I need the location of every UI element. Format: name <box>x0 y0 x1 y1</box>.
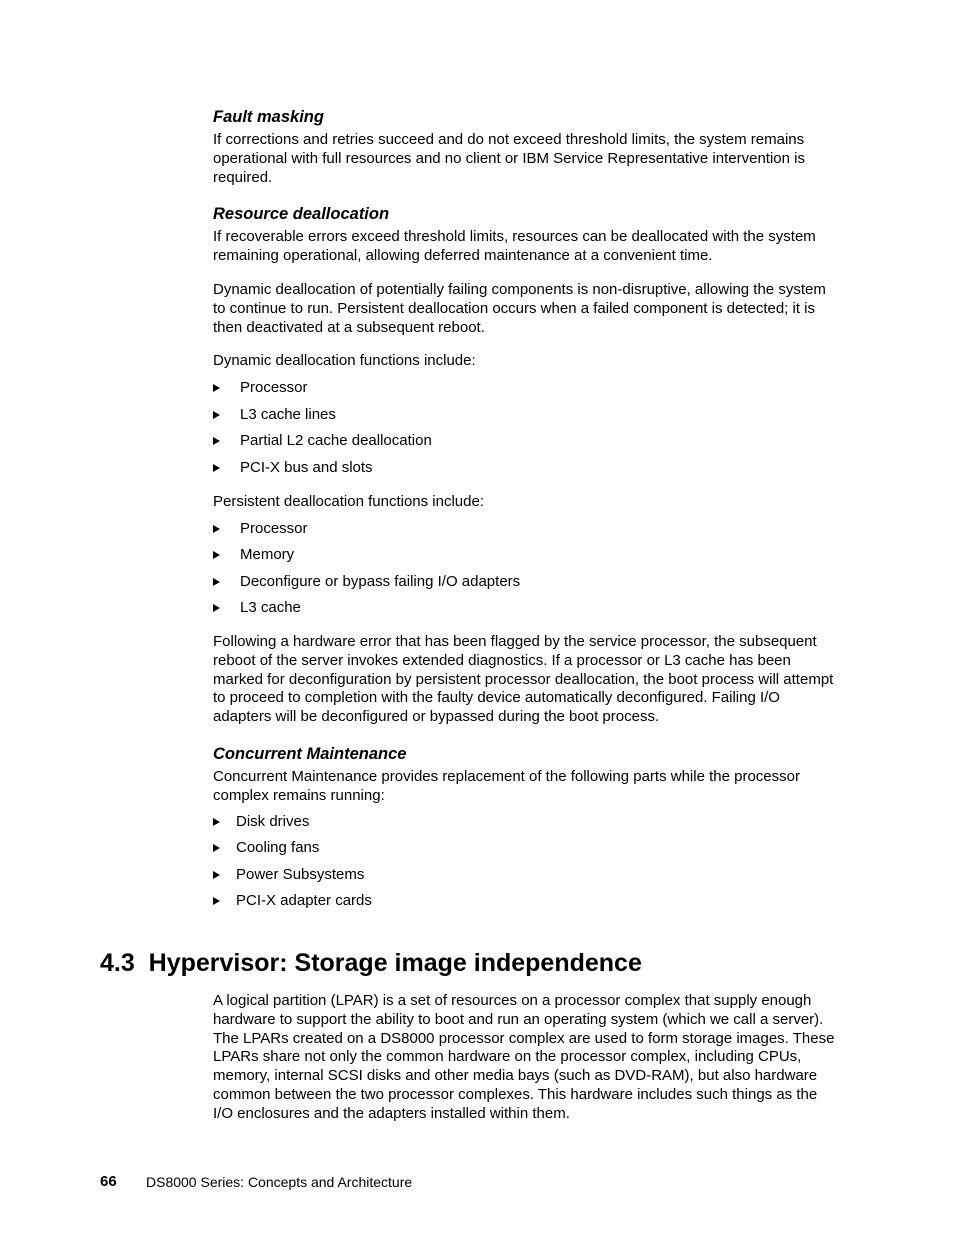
resource-deallocation-paragraph-3: Following a hardware error that has been flagged by the service processor, the subsequent reboot of the server invokes extended diagnostics. If a processor or L3 cache has been marked for deconfiguration by persistent processor deallocation, the boot process will attempt to proceed to completion with the faulty device automatically deconfigured. Failing I/O adapters will be deconfigured or bypassed during the boot process. <box>213 633 834 726</box>
resource-deallocation-paragraph-2: Dynamic deallocation of potentially failing components is non-disruptive, allowing the system to continue to run. Persistent deallocation occurs when a failed component is detected; it is then deactivated at a subsequent reboot. <box>213 281 826 336</box>
page-number: 66 <box>100 1173 117 1190</box>
concurrent-maintenance-heading: Concurrent Maintenance <box>213 745 407 763</box>
bullet-triangle-icon <box>213 578 220 586</box>
bullet-triangle-icon <box>213 604 220 612</box>
fault-masking-heading: Fault masking <box>213 108 324 126</box>
bullet-triangle-icon <box>213 897 220 905</box>
bullet-triangle-icon <box>213 384 220 392</box>
persistent-deallocation-intro: Persistent deallocation functions include: <box>213 493 484 510</box>
fault-masking-paragraph: If corrections and retries succeed and do not exceed threshold limits, the system remains operational with full resources and no client or IBM Service Representative intervention is required. <box>213 131 805 186</box>
bullet-triangle-icon <box>213 871 220 879</box>
concurrent-maintenance-paragraph: Concurrent Maintenance provides replacement of the following parts while the processor complex remains running: <box>213 768 800 804</box>
bullet-triangle-icon <box>213 464 220 472</box>
bullet-triangle-icon <box>213 844 220 852</box>
section-paragraph: A logical partition (LPAR) is a set of resources on a processor complex that supply enough hardware to support the ability to boot and run an operating system (which we call a server). The LPARs created on a DS8000 processor complex are used to form storage images. These LPARs share not only the common hardware on the processor complex, including CPUs, memory, internal SCSI disks and other media bays (such as DVD-RAM), but also hardware common between the two processor complexes. This hardware includes such things as the I/O enclosures and the adapters installed within them. <box>213 992 835 1122</box>
resource-deallocation-heading: Resource deallocation <box>213 205 390 223</box>
bullet-triangle-icon <box>213 437 220 445</box>
dynamic-deallocation-intro: Dynamic deallocation functions include: <box>213 352 476 369</box>
bullet-triangle-icon <box>213 551 220 559</box>
book-title: DS8000 Series: Concepts and Architecture <box>146 1174 413 1190</box>
bullet-triangle-icon <box>213 411 220 419</box>
bullet-triangle-icon <box>213 818 220 826</box>
bullet-triangle-icon <box>213 525 220 533</box>
section-heading: 4.3 Hypervisor: Storage image independence <box>100 949 642 977</box>
resource-deallocation-paragraph-1: If recoverable errors exceed threshold limits, resources can be deallocated with the system remaining operational, allowing deferred maintenance at a convenient time. <box>213 228 816 264</box>
